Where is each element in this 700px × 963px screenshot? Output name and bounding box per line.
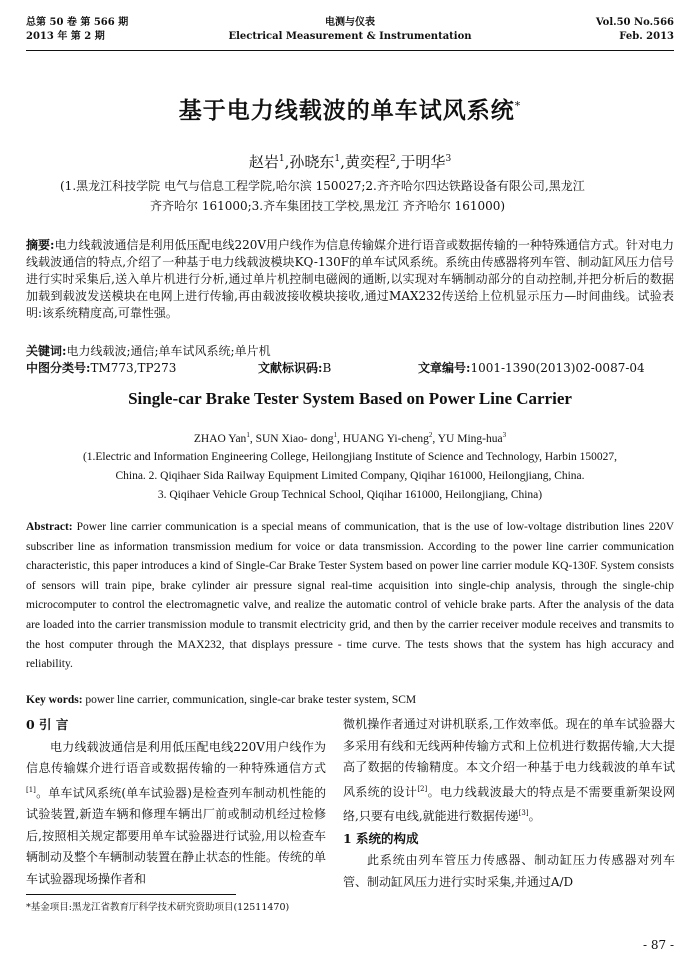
- citation: [2]: [417, 784, 428, 793]
- affiliation-cn-line: 齐齐哈尔 161000;3.齐车集团技工学校,黑龙江 齐齐哈尔 161000): [150, 199, 506, 213]
- title-footnote-mark: *: [514, 99, 522, 113]
- doc-value: B: [322, 361, 332, 375]
- journal-name-en: Electrical Measurement & Instrumentation: [228, 31, 472, 42]
- body-paragraph: [26, 737, 326, 891]
- body-paragraph: 此系统由列车管压力传感器、制动缸压力传感器对列车管、制动缸风压力进行实时采集,并通过A/D: [343, 853, 675, 889]
- body-text: 微机操作者通过对讲机联系,工作效率低。现在的单车试验器大多采用有线和无线两种传输方式和上位机进行数据传输,大大提高了数据的传输精度。本文介绍一种基于电力线载波的单车试风系统的设计: [343, 717, 675, 799]
- body-text: 。电力线载波最大的特点是不需要重新架设网络,只要有电线,就能进行数据传递: [343, 784, 675, 823]
- header-rule: [26, 50, 674, 51]
- author-sup: 1: [246, 431, 250, 439]
- body-left-column: [26, 714, 326, 890]
- author-sup: 1: [278, 154, 285, 164]
- author-sup: 3: [502, 431, 507, 439]
- publication-date: Feb. 2013: [619, 31, 674, 42]
- body-text: 。单车试风系统(单车试验器)是检查列车制动机性能的试验装置,新造车辆和修理车辆出厂前或制动机经过检修后,按照相关规定都要用单车试验器进行试验,用以检查车辆制动及整个车辆制动装置在静止状态的性能。传统的单车试验器现场操作者和: [26, 785, 327, 886]
- document-code: [258, 359, 331, 376]
- affiliation-en: [30, 448, 670, 505]
- clc-number: [26, 359, 176, 376]
- classification-line: [26, 359, 674, 375]
- author-cn: 孙晓东: [289, 153, 335, 171]
- funding-footnote: *基金项目:黑龙江省教育厅科学技术研究资助项目(12511470): [26, 902, 290, 913]
- author-sup: 1: [333, 431, 338, 439]
- title-cn: [0, 92, 700, 125]
- author-en: SUN Xiao- dong: [255, 432, 334, 445]
- volume-number: Vol.50 No.566: [595, 17, 674, 28]
- body-paragraph: [343, 714, 675, 828]
- doc-label: 文献标识码:: [258, 361, 323, 375]
- affiliation-cn: [60, 176, 660, 216]
- keywords-cn-text: 电力线载波;通信;单车试风系统;单片机: [66, 344, 271, 358]
- author-sup: 3: [445, 154, 452, 164]
- art-label: 文章编号:: [418, 361, 471, 375]
- keywords-en-text: power line carrier, communication, single-car brake tester system, SCM: [85, 694, 417, 706]
- author-sup: 2: [389, 154, 396, 164]
- title-en: Single-car Brake Tester System Based on Power Line Carrier: [128, 389, 572, 408]
- header-right: [596, 16, 674, 44]
- body-text: 电力线载波通信是利用低压配电线220V用户线作为信息传输媒介进行语音或数据传输的一种特殊通信方式: [26, 739, 326, 775]
- abstract-cn: [26, 237, 674, 322]
- body-right-column: [343, 714, 675, 893]
- author-en: ZHAO Yan: [193, 432, 247, 445]
- keywords-cn-label: 关键词:: [26, 344, 67, 358]
- citation: [3]: [518, 809, 529, 817]
- authors-cn: 赵岩$^1$,孙晓东$^1$,黄奕程$^2$,于明华$^3$: [248, 153, 452, 171]
- author-en: YU Ming-hua: [437, 432, 503, 445]
- abstract-en: [26, 518, 674, 675]
- keywords-en-label: Key words:: [26, 694, 83, 706]
- author-sup: 1: [334, 154, 341, 164]
- author-cn: 赵岩: [248, 153, 279, 171]
- author-sup: 2: [428, 431, 433, 439]
- affiliation-cn-line: (1.黑龙江科技学院 电气与信息工程学院,哈尔滨 150027;2.齐齐哈尔四达铁路设备有限公司,黑龙江: [60, 179, 585, 193]
- clc-label: 中图分类号:: [26, 361, 91, 375]
- author-en: HUANG Yi-cheng: [342, 432, 429, 445]
- article-number: [418, 359, 645, 376]
- journal-name-cn: 电测与仪表: [325, 17, 375, 28]
- author-cn: 于明华: [400, 153, 446, 171]
- affiliation-en-line: 3. Qiqihaer Vehicle Group Technical School, Qiqihar 161000, Heilongjiang, China): [157, 489, 543, 501]
- affiliation-en-line: China. 2. Qiqihaer Sida Railway Equipment Limited Company, Qiqihar 161000, Heilongjiang, China.: [115, 470, 585, 482]
- clc-value: TM773,TP273: [90, 361, 177, 375]
- abstract-cn-label: 摘要:: [26, 238, 55, 252]
- body-text: 。: [528, 809, 541, 823]
- volume-issue: 总第 50 卷 第 566 期: [26, 17, 129, 28]
- author-cn: 黄奕程: [344, 153, 390, 171]
- title-cn-text: 基于电力线载波的单车试风系统: [178, 97, 515, 124]
- citation: [1]: [26, 785, 36, 794]
- page-number: - 87 -: [642, 938, 674, 952]
- footnote-rule: [26, 894, 236, 895]
- header-center: [26, 16, 674, 44]
- art-value: 1001-1390(2013)02-0087-04: [470, 361, 645, 375]
- section-0-heading: 0 引 言: [26, 717, 69, 732]
- abstract-en-text: Power line carrier communication is a special means of communication, that is the use of low-voltage distribution lines 220V subscriber line as information transmission medium for voice or data transmission. According to the power line carrier communication characteristic, this paper introduces a kind of Single-Car Brake Tester System based on power line carrier module KQ-130F. System consists of sensors will train pipe, brake cylinder air pressure signal real-time acquisition into single-chip analysis, through the single-chip microcomputer to control the electromagnetic valve, and realize the automatic control of vehicle brake parts. After the analysis of the data are loaded into the carrier transmission module to transmit electricity grid, and then by the carrier receiver module receives and transmits to the host computer through the MAX232, that displays pressure - time curve. The tests shows that the system has high accuracy and reliability.: [26, 521, 674, 671]
- journal-header: [26, 14, 674, 48]
- authors-en: ZHAO Yan$^1$, SUN Xiao- dong$^1$, HUANG Yi-cheng$^2$, YU Ming-hua$^3$: [193, 431, 507, 445]
- abstract-cn-text: 电力线载波通信是利用低压配电线220V用户线作为信息传输媒介进行语音或数据传输的一种特殊通信方式。针对电力线载波通信的特点,介绍了一种基于电力线载波模块KQ-130F的单车试风系统。系统由传感器将列车管、制动缸风压力信号进行实时采集后,送入单片机进行分析,通过单片机控制电磁阀的通断,以实现对车辆制动部分的自动控制,并把分析后的数据加载到载波发送模块在电网上进行传输,再由载波接收模块接收,通过MAX232传送给上位机显示压力—时间曲线。试验表明:该系统精度高,可靠性强。: [26, 238, 675, 320]
- keywords-cn: [26, 342, 674, 359]
- abstract-en-label: Abstract:: [26, 521, 73, 533]
- section-1-heading: 1 系统的构成: [343, 830, 419, 846]
- keywords-en: [26, 694, 674, 706]
- affiliation-en-line: (1.Electric and Information Engineering College, Heilongjiang Institute of Science and Technology, Harbin 150027,: [82, 451, 618, 463]
- year-issue: 2013 年 第 2 期: [26, 31, 105, 42]
